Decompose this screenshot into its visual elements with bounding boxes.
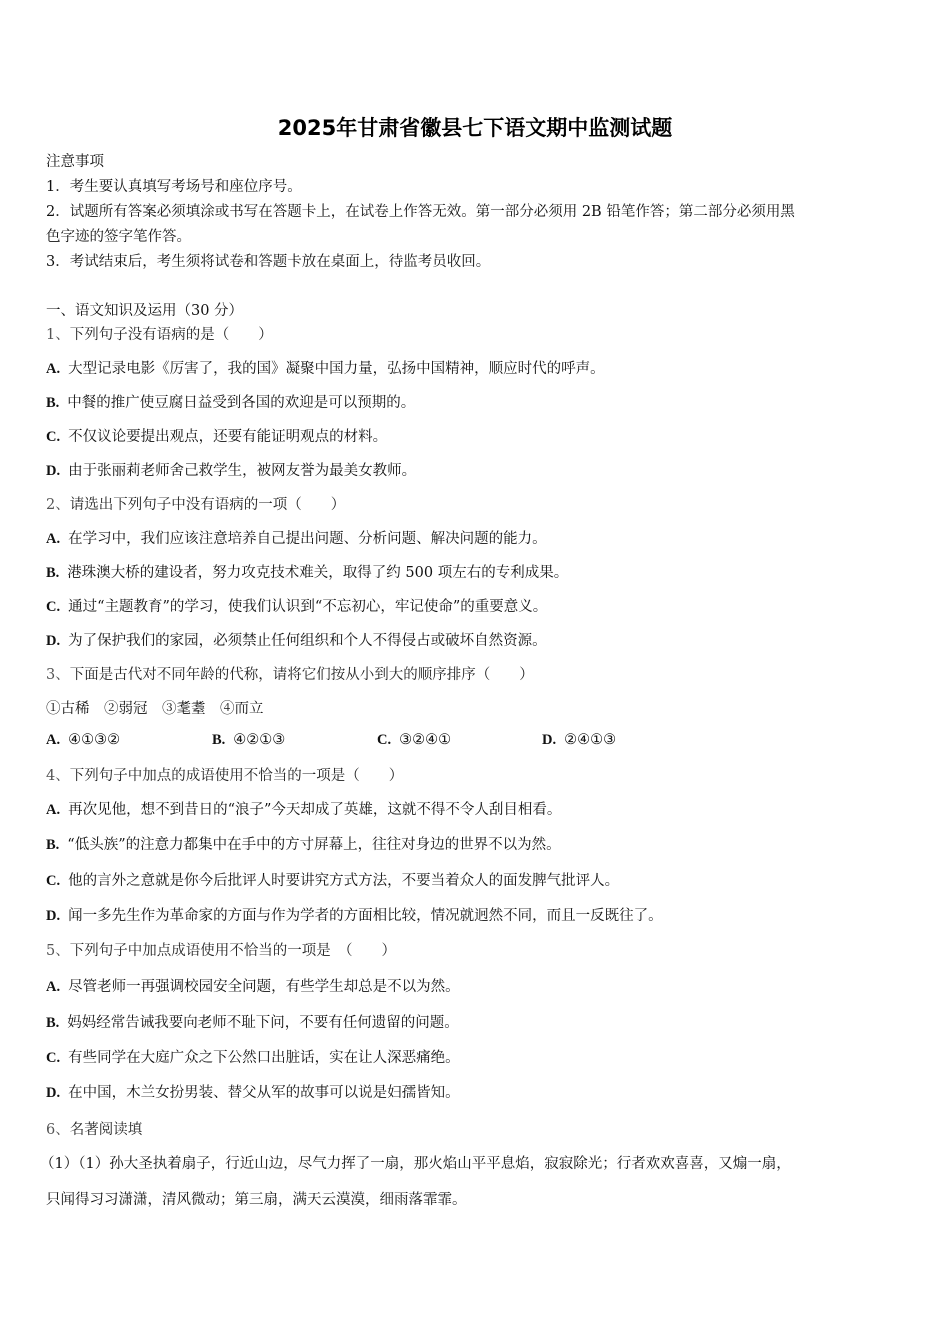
q3-option-d[interactable] [542, 732, 616, 749]
question-text: 名著阅读填 [69, 1122, 143, 1138]
q4-option-c[interactable] [46, 871, 619, 891]
option-letter: C. [46, 873, 61, 889]
option-letter: B. [46, 1015, 60, 1031]
option-letter: D. [46, 463, 61, 479]
page-title: 2025年甘肃省徽县七下语文期中监测试题 [277, 116, 673, 140]
option-text: ④①③② [68, 732, 121, 748]
q2-option-d[interactable] [46, 631, 547, 651]
question-text: 下列句子中加点成语使用不恰当的一项是 （ ） [69, 943, 396, 959]
q4-option-a[interactable] [46, 800, 561, 820]
question-text: 下面是古代对不同年龄的代称，请将它们按从小到大的顺序排序（ ） [69, 667, 534, 683]
option-letter: C. [46, 599, 61, 615]
option-letter: D. [46, 908, 61, 924]
option-text: 在中国，木兰女扮男装、替父从军的故事可以说是妇孺皆知。 [68, 1085, 460, 1101]
q4-option-b[interactable] [46, 835, 561, 855]
notice-item-3: 3．考试结束后，考生须将试卷和答题卡放在桌面上，待监考员收回。 [46, 254, 491, 270]
option-letter: B. [46, 395, 60, 411]
question-2-stem [46, 495, 345, 515]
q1-option-a[interactable] [46, 359, 605, 379]
question-number: 5、 [46, 943, 70, 959]
question-text: 下列句子没有语病的是（ ） [69, 327, 273, 343]
question-4-stem [46, 766, 403, 786]
question-number: 6、 [46, 1122, 70, 1138]
q5-option-b[interactable] [46, 1013, 459, 1033]
q6-passage-line-2: 只闻得习习潇潇，清风微动；第三扇，满天云漠漠，细雨落霏霏。 [46, 1192, 467, 1208]
option-text: 大型记录电影《厉害了，我的国》凝聚中国力量，弘扬中国精神，顺应时代的呼声。 [68, 361, 605, 377]
question-number: 3、 [46, 667, 70, 683]
option-text: 妈妈经常告诫我要向老师不耻下问，不要有任何遗留的问题。 [67, 1015, 459, 1031]
question-1-stem [46, 325, 273, 345]
option-text: 不仅议论要提出观点，还要有能证明观点的材料。 [68, 429, 388, 445]
q4-option-d[interactable] [46, 906, 663, 926]
option-letter: D. [46, 633, 61, 649]
question-3-stem [46, 665, 534, 685]
option-text: “低头族”的注意力都集中在手中的方寸屏幕上，往往对身边的世界不以为然。 [67, 837, 561, 853]
q5-option-d[interactable] [46, 1083, 460, 1103]
notice-item-2: 2．试题所有答案必须填涂或书写在答题卡上，在试卷上作答无效。第一部分必须用 2B 铅笔作答；第二部分必须用黑 [46, 204, 795, 220]
option-letter: C. [46, 1050, 61, 1066]
option-letter: A. [46, 802, 61, 818]
q3-option-c[interactable] [377, 732, 451, 749]
q2-option-b[interactable] [46, 563, 568, 583]
question-5-stem [46, 941, 396, 961]
option-text: 有些同学在大庭广众之下公然口出脏话，实在让人深恶痛绝。 [68, 1050, 460, 1066]
question-text: 下列句子中加点的成语使用不恰当的一项是（ ） [69, 768, 404, 784]
option-letter: D. [46, 1085, 61, 1101]
option-text: 尽管老师一再强调校园安全问题，有些学生却总是不以为然。 [68, 979, 460, 995]
q3-option-b[interactable] [212, 732, 285, 749]
notice-heading: 注意事项 [46, 154, 104, 170]
q3-items-line: ①古稀 ②弱冠 ③耄耋 ④而立 [46, 701, 264, 717]
option-letter: C. [46, 429, 61, 445]
option-text: 他的言外之意就是你今后批评人时要讲究方式方法，不要当着众人的面发脾气批评人。 [68, 873, 620, 889]
question-text: 请选出下列句子中没有语病的一项（ ） [69, 497, 346, 513]
q2-option-c[interactable] [46, 597, 547, 617]
q1-option-b[interactable] [46, 393, 415, 413]
q6-passage-line-1: （1）（1）孙大圣执着扇子，行近山边，尽气力挥了一扇，那火焰山平平息焰，寂寂除光；行者欢欢喜喜，又煽一扇， [40, 1156, 791, 1172]
option-text: 港珠澳大桥的建设者，努力攻克技术难关，取得了约 500 项左右的专利成果。 [67, 565, 569, 581]
q5-option-c[interactable] [46, 1048, 460, 1068]
q5-option-a[interactable] [46, 977, 460, 997]
option-text: 再次见他，想不到昔日的“浪子”今天却成了英雄，这就不得不令人刮目相看。 [68, 802, 562, 818]
notice-item-1: 1．考生要认真填写考场号和座位序号。 [46, 179, 302, 195]
option-text: 中餐的推广使豆腐日益受到各国的欢迎是可以预期的。 [67, 395, 416, 411]
q1-option-d[interactable] [46, 461, 416, 481]
option-text: 通过“主题教育”的学习，使我们认识到“不忘初心，牢记使命”的重要意义。 [68, 599, 548, 615]
option-text: ②④①③ [564, 732, 617, 748]
question-number: 2、 [46, 497, 70, 513]
question-6-stem [46, 1120, 142, 1140]
option-text: ③②④① [399, 732, 452, 748]
option-text: 在学习中，我们应该注意培养自己提出问题、分析问题、解决问题的能力。 [68, 531, 547, 547]
option-letter: A. [46, 732, 61, 748]
option-letter: C. [377, 732, 392, 748]
option-letter: A. [46, 531, 61, 547]
q3-option-a[interactable] [46, 732, 120, 749]
question-number: 1、 [46, 327, 70, 343]
q3-options-row [46, 732, 906, 752]
option-letter: B. [46, 565, 60, 581]
q2-option-a[interactable] [46, 529, 547, 549]
option-text: 由于张丽莉老师舍己救学生，被网友誉为最美女教师。 [68, 463, 417, 479]
notice-item-2-cont: 色字迹的签字笔作答。 [46, 229, 191, 245]
option-letter: B. [212, 732, 226, 748]
option-letter: D. [542, 732, 557, 748]
section-heading: 一、语文知识及运用（30 分） [46, 303, 244, 319]
option-text: 为了保护我们的家园，必须禁止任何组织和个人不得侵占或破坏自然资源。 [68, 633, 547, 649]
option-letter: A. [46, 979, 61, 995]
question-number: 4、 [46, 768, 70, 784]
q1-option-c[interactable] [46, 427, 387, 447]
option-letter: B. [46, 837, 60, 853]
option-letter: A. [46, 361, 61, 377]
option-text: 闻一多先生作为革命家的方面与作为学者的方面相比较，情况就迥然不同，而且一反既往了。 [68, 908, 663, 924]
option-text: ④②①③ [233, 732, 286, 748]
